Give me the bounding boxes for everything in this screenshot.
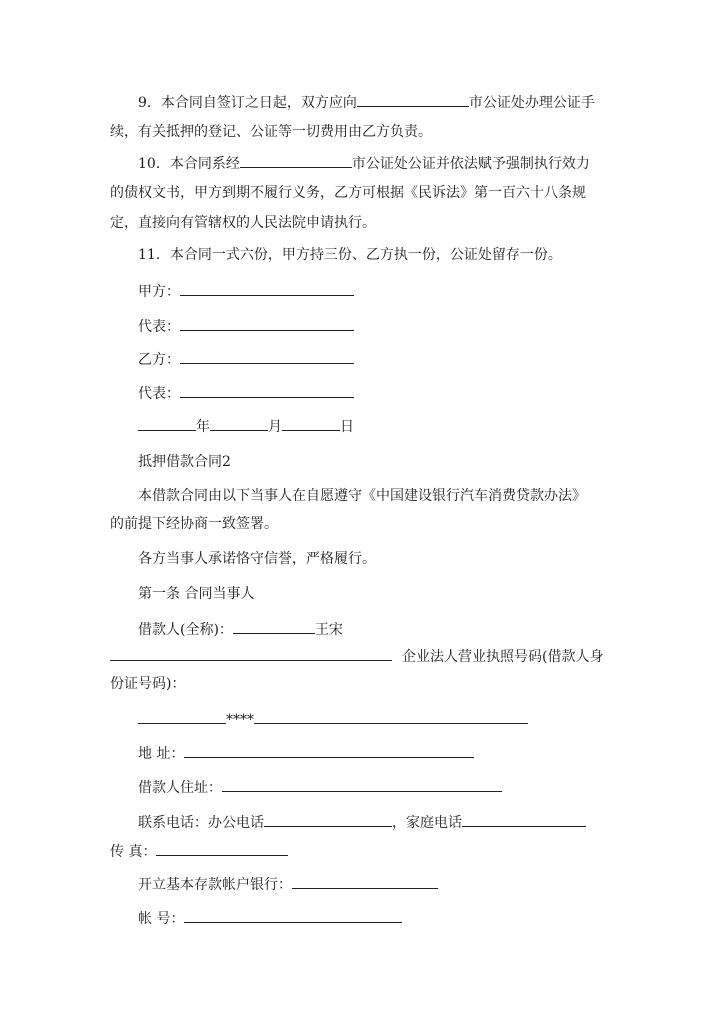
rep-b-sign-line: [180, 383, 354, 398]
office-phone-label: 联系电话：办公电话: [138, 815, 264, 831]
address-label: 地 址：: [138, 746, 185, 762]
contract-2-intro-line-2: 的前提下经协商一致签署。: [110, 516, 278, 532]
clause-9-text-b: 市公证处办理公证手: [468, 95, 595, 111]
year-blank: [138, 416, 196, 431]
day-label: 日: [340, 419, 354, 435]
party-b-row: [138, 349, 638, 370]
phone-row: [138, 812, 638, 833]
license-label-cont: 份证号码)：: [110, 676, 186, 692]
id-blank-left: [138, 709, 226, 724]
residence-blank: [222, 777, 502, 792]
id-number-row: [138, 709, 638, 730]
party-a-label: 甲方：: [138, 284, 180, 300]
blank-notary-city-1: [357, 92, 469, 107]
residence-row: [138, 777, 638, 798]
license-row: [110, 646, 610, 667]
party-b-label: 乙方：: [138, 352, 180, 368]
office-phone-blank: [264, 812, 392, 827]
year-label: 年: [196, 419, 210, 435]
clause-10-line-1: [138, 153, 638, 174]
account-label: 帐 号：: [138, 911, 185, 927]
rep-b-label: 代表：: [138, 386, 180, 402]
month-blank: [210, 416, 268, 431]
bank-row: [138, 874, 638, 895]
rep-a-row: [138, 316, 638, 337]
article-1-heading: 第一条 合同当事人: [138, 586, 255, 602]
month-label: 月: [268, 419, 282, 435]
license-blank-prefix: [110, 646, 392, 661]
clause-10-text-b: 市公证处公证并依法赋予强制执行效力: [351, 156, 590, 172]
contract-2-intro-line-1: 本借款合同由以下当事人在自愿遵守《中国建设银行汽车消费贷款办法》: [138, 488, 586, 504]
clause-9-line-1: [138, 92, 638, 113]
clause-11: 11．本合同一式六份，甲方持三份、乙方执一份，公证处留存一份。: [138, 247, 562, 263]
fax-row: [110, 841, 610, 862]
address-row: [138, 743, 638, 764]
rep-b-row: [138, 383, 638, 404]
clause-10-line-3: 定，直接向有管辖权的人民法院申请执行。: [110, 215, 376, 231]
clause-10-text-a: 10．本合同系经: [138, 156, 240, 172]
fax-label: 传 真：: [110, 844, 157, 860]
residence-label: 借款人住址：: [138, 780, 222, 796]
account-blank: [184, 908, 402, 923]
day-blank: [282, 416, 340, 431]
borrower-blank: [233, 619, 315, 634]
home-phone-label: ，家庭电话: [392, 815, 462, 831]
id-blank-right: [254, 709, 528, 724]
contract-2-title: 抵押借款合同2: [138, 454, 231, 470]
bank-blank: [292, 874, 438, 889]
blank-notary-city-2: [240, 153, 352, 168]
bank-label: 开立基本存款帐户银行：: [138, 877, 292, 893]
party-a-sign-line: [180, 281, 354, 296]
borrower-name: 王宋: [314, 622, 343, 638]
date-row: [138, 416, 638, 437]
borrower-label: 借款人(全称)：: [138, 622, 233, 638]
account-row: [138, 908, 638, 929]
id-masked: ****: [226, 712, 254, 728]
clause-9-line-2: 续，有关抵押的登记、公证等一切费用由乙方负责。: [110, 124, 432, 140]
clause-9-text-a: 9．本合同自签订之日起，双方应向: [138, 95, 357, 111]
address-blank: [184, 743, 474, 758]
home-phone-blank: [462, 812, 586, 827]
contract-2-promise: 各方当事人承诺恪守信誉，严格履行。: [138, 551, 376, 567]
clause-10-line-2: 的债权文书，甲方到期不履行义务，乙方可根据《民诉法》第一百六十八条规: [110, 185, 586, 201]
license-label: 企业法人营业执照号码(借款人身: [402, 649, 604, 665]
fax-blank: [156, 841, 288, 856]
rep-a-sign-line: [180, 316, 354, 331]
party-b-sign-line: [180, 349, 354, 364]
party-a-row: [138, 281, 638, 302]
rep-a-label: 代表：: [138, 319, 180, 335]
borrower-row: [138, 619, 638, 640]
